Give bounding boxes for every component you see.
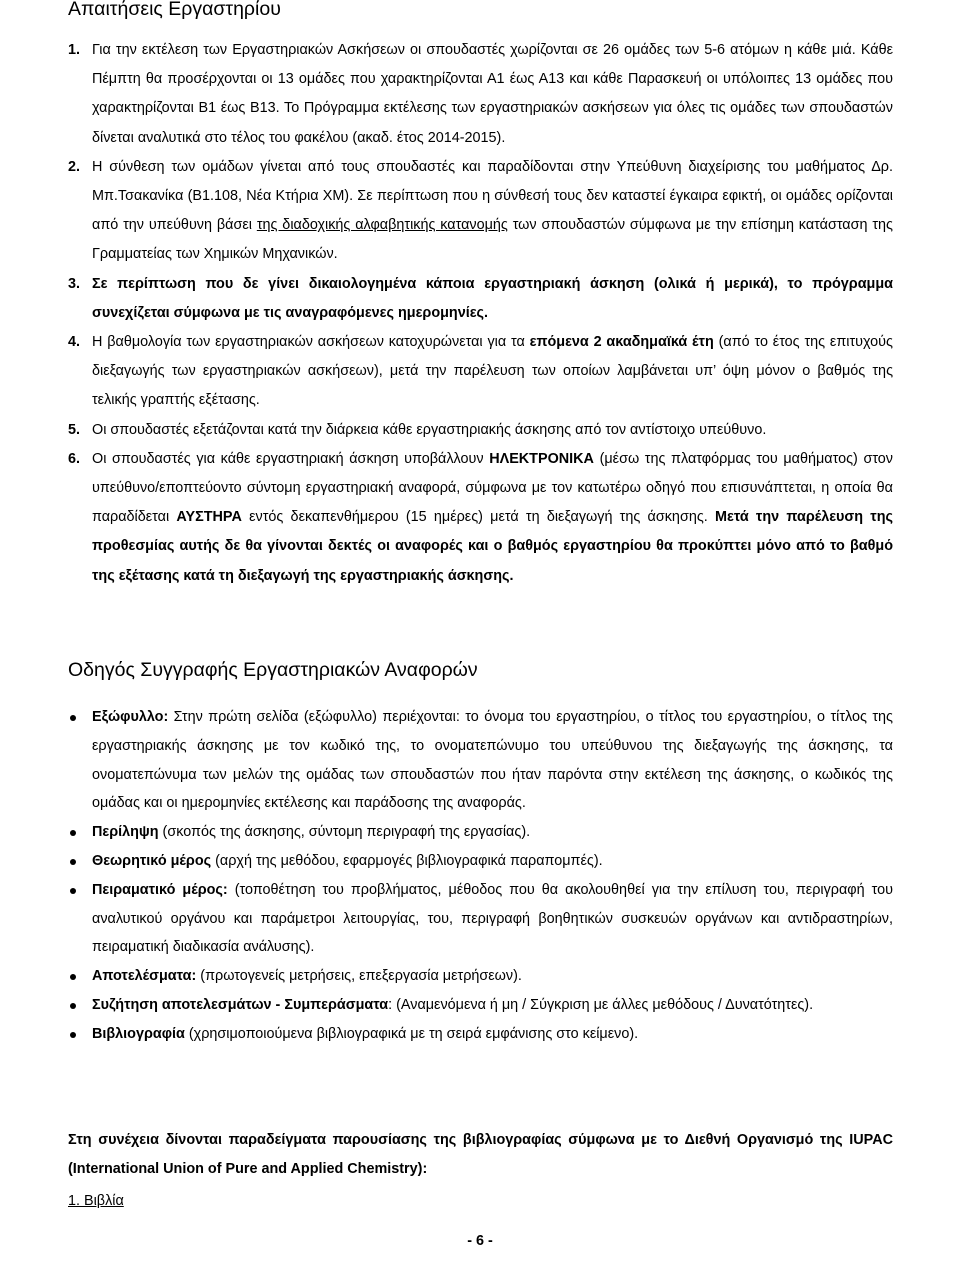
item-bold-text: ΗΛΕΚΤΡΟΝΙΚΑ [489, 450, 594, 467]
guide-item-label: Εξώφυλλο: [92, 709, 169, 725]
requirement-item-5 [68, 416, 893, 445]
page-number: - 6 - [467, 1233, 493, 1249]
section-title-lab-requirements: Απαιτήσεις Εργαστηρίου [68, 0, 281, 20]
item-number: 3. [68, 275, 81, 292]
item-text: Η βαθμολογία των εργαστηριακών ασκήσεων κατοχυρώνεται για τα [92, 334, 530, 351]
bullet-icon [70, 1032, 76, 1038]
item-text: των σπουδαστών σύμφωνα με την επίσημη κατάσταση της Γραμματείας των Χημικών Μηχανικών. [92, 217, 893, 263]
guide-item-text: : (Αναμενόμενα ή μη / Σύγκριση με άλλες μεθόδους / Δυνατότητες). [388, 996, 814, 1013]
requirement-item-4 [68, 328, 893, 416]
guide-item-text: (αρχή της μεθόδου, εφαρμογές βιβλιογραφικά παραπομπές). [211, 852, 603, 869]
item-bold-text: Σε περίπτωση που δε γίνει δικαιολογημένα κάποια εργαστηριακή άσκηση (ολικά ή μερικά), το πρόγραμμα συνεχίζεται σύμφωνα με τις αναγραφόμενες ημερομηνίες. [92, 275, 893, 321]
guide-item-label: Πειραματικό μέρος: [92, 881, 228, 898]
requirements-list [68, 36, 893, 591]
bullet-icon [70, 859, 76, 865]
guide-item-text: Στην πρώτη σελίδα (εξώφυλλο) περιέχονται: το όνομα του εργαστηρίου, ο τίτλος του εργαστηρίου, ο τίτλος της εργαστηριακής άσκησης με τον κωδικό της, το ονοματεπώνυμο του υπεύθυνου της διεξαγωγής της άσκησης, τα ονοματεπώνυμα των μελών της ομάδας των σπουδαστών που ήταν παρόντα στην εκτέλεση της άσκησης, ο κωδικός της ομάδας και οι ημερομηνίες εκτέλεσης και παράδοσης της αναφοράς. [92, 709, 893, 812]
closing-paragraph: Στη συνέχεια δίνονται παραδείγματα παρουσίασης της βιβλιογραφίας σύμφωνα με το Διεθνή Οργανισμό της IUPAC (International Union of Pure and Applied Chemistry): [68, 1132, 893, 1177]
requirement-item-1 [68, 36, 893, 153]
guide-item-text: (πρωτογενείς μετρήσεις, επεξεργασία μετρήσεων). [196, 968, 522, 985]
item-number: 2. [68, 158, 81, 175]
guide-item-label: Θεωρητικό μέρος [92, 852, 212, 869]
item-text: Οι σπουδαστές εξετάζονται κατά την διάρκεια κάθε εργαστηριακής άσκησης από τον αντίστοιχο υπεύθυνο. [92, 421, 767, 438]
item-text: Για την εκτέλεση των Εργαστηριακών Ασκήσεων οι σπουδαστές χωρίζονται σε 26 ομάδες των 5-6 ατόμων η κάθε μιά. Κάθε Πέμπτη θα προσέρχονται οι 13 ομάδες που χαρακτηρίζονται Α1 έως Α13 και κάθε Παρασκευή οι υπόλοιπες 13 ομάδες που χαρακτηρίζονται Β1 έως Β13. Το Πρόγραμμα εκτέλεσης των εργαστηριακών ασκήσεων για όλες τις ομάδες των σπουδαστών δίνεται αναλυτικά στο τέλος του φακέλου (ακαδ. έτος 2014-2015). [92, 42, 893, 146]
item-text: εντός δεκαπενθήμερου (15 ημέρες) μετά τη διεξαγωγή της άσκησης. [241, 509, 715, 526]
guide-item-cover [68, 703, 893, 818]
item-text: Οι σπουδαστές για κάθε εργαστηριακή άσκηση υποβάλλουν [92, 450, 490, 467]
books-heading: 1. Βιβλία [68, 1193, 124, 1209]
item-text: Η σύνθεση των ομάδων γίνεται από τους σπουδαστές και παραδίδονται στην Υπεύθυνη διαχείρισης του μαθήματος Δρ. Μπ.Τσακανίκα (Β1.108, Νέα Κτήρια ΧΜ). Σε περίπτωση που η σύνθεσή τους δεν καταστεί έγκαιρα εφικτή, οι ομάδες ορίζονται από την υπεύθυνη βάσει [92, 158, 893, 234]
item-bold-text: επόμενα 2 ακαδημαϊκά έτη [529, 334, 714, 351]
item-number: 4. [68, 334, 81, 351]
item-number: 5. [68, 421, 81, 438]
requirement-item-2 [68, 153, 893, 270]
item-number: 6. [68, 450, 81, 467]
item-bold-text: ΑΥΣΤΗΡΑ [176, 509, 242, 526]
guide-item-label: Περίληψη [92, 824, 159, 841]
item-text: (από το έτος της επιτυχούς διεξαγωγής των εργαστηριακών ασκήσεων), μετά την παρέλευση των οποίων λαμβάνεται υπ’ όψη μόνον ο βαθμός της τελικής γραπτής εξέτασης. [92, 334, 893, 409]
bullet-icon [70, 830, 76, 836]
bullet-icon [70, 888, 76, 894]
guide-item-experimental [68, 876, 893, 962]
item-bold-text: Μετά την παρέλευση της προθεσμίας αυτής δε θα γίνονται δεκτές οι αναφορές και ο βαθμός εργαστηρίου θα προκύπτει μόνο από το βαθμό της εξέτασης κατά τη διεξαγωγή της εργαστηριακής άσκησης. [92, 509, 893, 584]
requirement-item-3 [68, 270, 893, 328]
section-title-report-guide: Οδηγός Συγγραφής Εργαστηριακών Αναφορών [68, 659, 478, 681]
guide-item-abstract [68, 818, 893, 847]
requirement-item-6 [68, 445, 893, 591]
bullet-icon [70, 715, 76, 721]
report-guide-list [68, 703, 893, 1049]
bullet-icon [70, 1003, 76, 1009]
guide-item-bibliography [68, 1020, 893, 1049]
item-text: (μέσω της πλατφόρμας του μαθήματος) στον υπεύθυνο/εποπτεύοντο σύντομη εργαστηριακή αναφορά, σύμφωνα με τον κατωτέρω οδηγό που επισυνάπτεται, η οποία θα παραδίδεται [92, 450, 894, 526]
guide-item-label: Αποτελέσματα: [92, 968, 197, 985]
guide-item-theory [68, 847, 893, 876]
underlined-text: της διαδοχικής αλφαβητικής κατανομής [256, 217, 508, 234]
guide-item-text: (σκοπός της άσκησης, σύντομη περιγραφή της εργασίας). [158, 824, 531, 841]
guide-item-label: Βιβλιογραφία [92, 1025, 185, 1042]
bullet-icon [70, 974, 76, 980]
item-number: 1. [68, 42, 81, 58]
guide-item-label: Συζήτηση αποτελεσμάτων - Συμπεράσματα [92, 996, 389, 1013]
guide-item-text: (τοποθέτηση του προβλήματος, μέθοδος που θα ακολουθηθεί για την επίλυση του, περιγραφή του αναλυτικού οργάνου και παράμετροι λειτουργίας, του, περιγραφή βοηθητικών συσκευών οργάνων και αντιδραστηρίων, πειραματική διαδικασία ανάλυσης). [92, 881, 893, 956]
guide-item-discussion [68, 991, 893, 1020]
guide-item-text: (χρησιμοποιούμενα βιβλιογραφικά με τη σειρά εμφάνισης στο κείμενο). [184, 1025, 639, 1042]
guide-item-results [68, 962, 893, 991]
